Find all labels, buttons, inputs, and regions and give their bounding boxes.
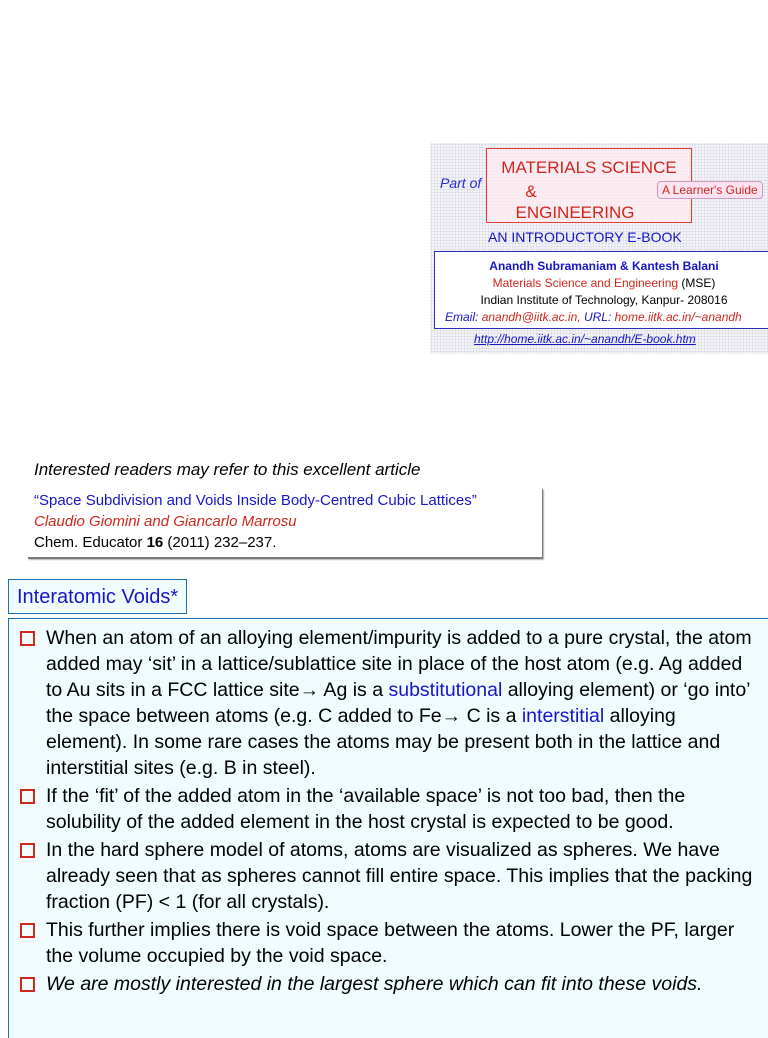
reference-journal-line <box>34 534 276 551</box>
square-bullet-icon <box>20 843 35 858</box>
reference-journal: Chem. Educator <box>34 534 143 551</box>
bullet-text: In the hard sphere model of atoms, atoms are visualized as spheres. We have already seen that as spheres cannot fill entire space. This implies that the packing fraction (PF) < 1 (for all crystals). <box>46 839 753 913</box>
bullet-text: If the ‘fit’ of the added atom in the ‘available space’ is not too bad, then the solubility of the added element in the host crystal is expected to be good. <box>46 785 686 833</box>
bullet-item <box>17 971 758 997</box>
part-of-label: Part of <box>440 175 482 191</box>
email-address[interactable]: anandh@iitk.ac.in, <box>481 310 581 324</box>
term-substitutional: substitutional <box>388 679 503 701</box>
square-bullet-icon <box>20 789 35 804</box>
reference-title: “Space Subdivision and Voids Inside Body-Centred Cubic Lattices” <box>34 492 477 509</box>
email-label: Email: <box>445 310 479 324</box>
content-panel <box>8 618 768 1038</box>
bullet-text: This further implies there is void space between the atoms. Lower the PF, larger the volume occupied by the void space. <box>46 919 735 967</box>
square-bullet-icon <box>20 923 35 938</box>
ebook-banner <box>430 143 768 354</box>
bullet-text: alloying element). In some rare cases the atoms may be present both in the lattice and interstitial sites (e.g. B in steel). <box>46 705 721 779</box>
contact-line <box>435 309 768 325</box>
author-names: Anandh Subramaniam & Kantesh Balani <box>489 259 719 273</box>
bullet-item <box>17 837 758 915</box>
reference-year-pages: (2011) 232–237. <box>167 534 277 551</box>
bullet-text: alloying element) or ‘go into’ the space between atoms (e.g. C added to Fe→ C is a <box>46 679 750 727</box>
bullet-list <box>9 619 768 997</box>
bullet-text: We are mostly interested in the largest sphere which can fit into these voids. <box>46 973 703 995</box>
department-abbr: (MSE) <box>681 276 716 290</box>
bullet-item <box>17 625 758 781</box>
bullet-item <box>17 917 758 969</box>
reference-volume: 16 <box>146 534 164 551</box>
reference-note: Interested readers may refer to this excellent article <box>34 460 421 479</box>
mse-title-line3: ENGINEERING <box>515 203 635 222</box>
bullet-item <box>17 783 758 835</box>
bullet-text: When an atom of an alloying element/impurity is added to a pure crystal, the atom added may ‘sit’ in a lattice/sublattice site in place of the host atom (e.g. Ag added to Au sits in a FCC lattice site→ Ag is a <box>46 627 752 701</box>
reference-box <box>28 489 543 559</box>
section-title: Interatomic Voids* <box>8 579 187 614</box>
learners-guide-badge: A Learner's Guide <box>657 181 763 199</box>
homepage-url[interactable]: home.iitk.ac.in/~anandh <box>614 310 742 324</box>
square-bullet-icon <box>20 977 35 992</box>
term-interstitial: interstitial <box>521 705 605 727</box>
author-info-box <box>434 251 768 329</box>
mse-title-ampersand: & <box>525 182 537 201</box>
department-name: Materials Science and Engineering <box>492 276 679 290</box>
reference-authors: Claudio Giomini and Giancarlo Marrosu <box>34 513 297 530</box>
mse-title-box <box>486 148 758 223</box>
url-label: URL: <box>583 310 612 324</box>
square-bullet-icon <box>20 631 35 646</box>
institute-line: Indian Institute of Technology, Kanpur- 208016 <box>480 293 728 307</box>
ebook-link[interactable]: http://home.iitk.ac.in/~anandh/E-book.htm <box>474 332 696 346</box>
intro-ebook-label: AN INTRODUCTORY E-BOOK <box>488 229 682 245</box>
department-line <box>435 275 768 291</box>
mse-title-line1: MATERIALS SCIENCE <box>501 158 677 177</box>
